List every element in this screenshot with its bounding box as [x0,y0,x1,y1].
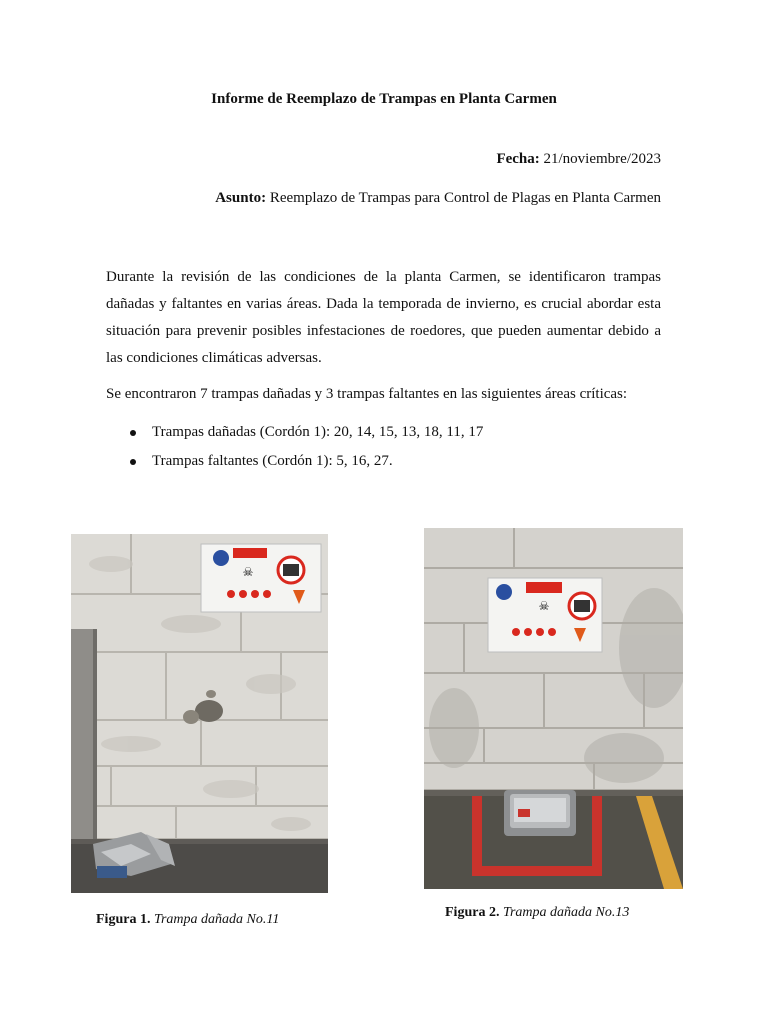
bullet-icon [130,430,136,436]
date-label: Fecha: [496,151,540,167]
figure-caption-text: Trampa dañada No.11 [150,912,280,927]
list-item-text: Trampas faltantes (Cordón 1): 5, 16, 27. [152,453,393,469]
figure-1-caption [96,912,279,928]
bullet-icon [130,459,136,465]
findings-list [106,419,661,477]
figure-2-caption [445,905,629,921]
list-item-text: Trampas dañadas (Cordón 1): 20, 14, 15, 13, 18, 11, 17 [152,424,484,440]
intro-paragraph: Durante la revisión de las condiciones de la planta Carmen, se identificaron trampas dañadas y faltantes en varias áreas. Dada la temporada de invierno, es crucial abordar esta situación para prevenir posibles infestaciones de roedores, que pueden aumentar debido a las condiciones climáticas adversas. [106,269,661,366]
findings-paragraph: Se encontraron 7 trampas dañadas y 3 trampas faltantes en las siguientes áreas críticas: [106,386,628,402]
figure-label: Figura 2. [445,905,500,920]
subject-line [215,190,661,207]
list-item [106,419,661,448]
subject-label: Asunto: [215,190,267,206]
list-item [106,448,661,477]
date-value: 21/noviembre/2023 [539,151,661,167]
damaged-trap-photo [71,534,328,893]
figure-2-photo [424,528,683,889]
svg-text:☠: ☠ [242,565,254,579]
document-title: Informe de Reemplazo de Trampas en Planta Carmen [211,91,557,107]
damaged-trap-photo [424,528,683,889]
figure-1-photo [71,534,328,893]
subject-value: Reemplazo de Trampas para Control de Plagas en Planta Carmen [266,190,661,206]
date-line [496,151,661,168]
svg-text:☠: ☠ [538,599,550,613]
figure-label: Figura 1. [96,912,151,927]
figure-caption-text: Trampa dañada No.13 [499,905,630,920]
